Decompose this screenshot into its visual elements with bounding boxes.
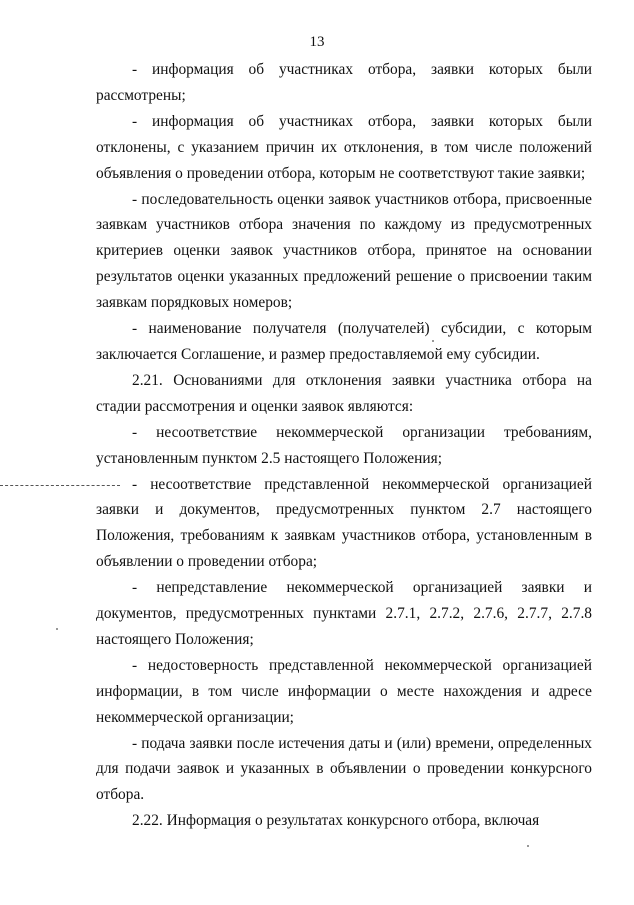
section-2-22: 2.22. Информация о результатах конкурсного отбора, включая [132, 812, 540, 830]
list-item-documents-mismatch: - несоответствие представленной некоммерческой организацией заявки и документов, предусмотренных пунктом 2.7 настоящего Положения, требованиям к заявкам участников отбора, установленным в объявлении о проведении отбора; [96, 475, 592, 571]
list-item-late-submission: - подача заявки после истечения даты и (или) времени, определенных для подачи заявок и указанных в объявлении о проведении конкурсного отбора. [96, 734, 592, 804]
scan-speck [527, 845, 529, 847]
list-item-reviewed: - информация об участниках отбора, заявки которых были рассмотрены; [96, 61, 592, 104]
section-2-21: 2.21. Основаниями для отклонения заявки участника отбора на стадии рассмотрения и оценки заявок являются: [96, 371, 592, 415]
document-body [96, 57, 592, 834]
list-item-unreliable-info: - недостоверность представленной некоммерческой организацией информации, в том числе информации о месте нахождения и адресе некоммерческой организации; [96, 656, 592, 726]
list-item-nonsubmission: - непредставление некоммерческой организацией заявки и документов, предусмотренных пунктами 2.7.1, 2.7.2, 2.7.6, 2.7.7, 2.7.8 настоящего Положения; [96, 579, 592, 648]
list-item-rejected: - информация об участниках отбора, заявки которых были отклонены, с указанием причин их отклонения, в том числе положений объявления о проведении отбора, которым не соответствуют такие заявки; [96, 112, 592, 182]
list-item-recipient: - наименование получателя (получателей) субсидии, с которым заключается Соглашение, и размер предоставляемой ему субсидии. [96, 320, 592, 363]
scan-speck [56, 628, 58, 630]
list-item-evaluation-sequence: - последовательность оценки заявок участников отбора, присвоенные заявкам участников отбора значения по каждому из предусмотренных критериев оценки заявок участников отбора, принятое на основании результатов оценки указанных предложений решение о присвоении таким заявкам порядковых номеров; [96, 190, 592, 312]
list-item-noncompliance: - несоответствие некоммерческой организации требованиям, установленным пунктом 2.5 настоящего Положения; [96, 423, 592, 467]
page-number: 13 [309, 34, 325, 50]
